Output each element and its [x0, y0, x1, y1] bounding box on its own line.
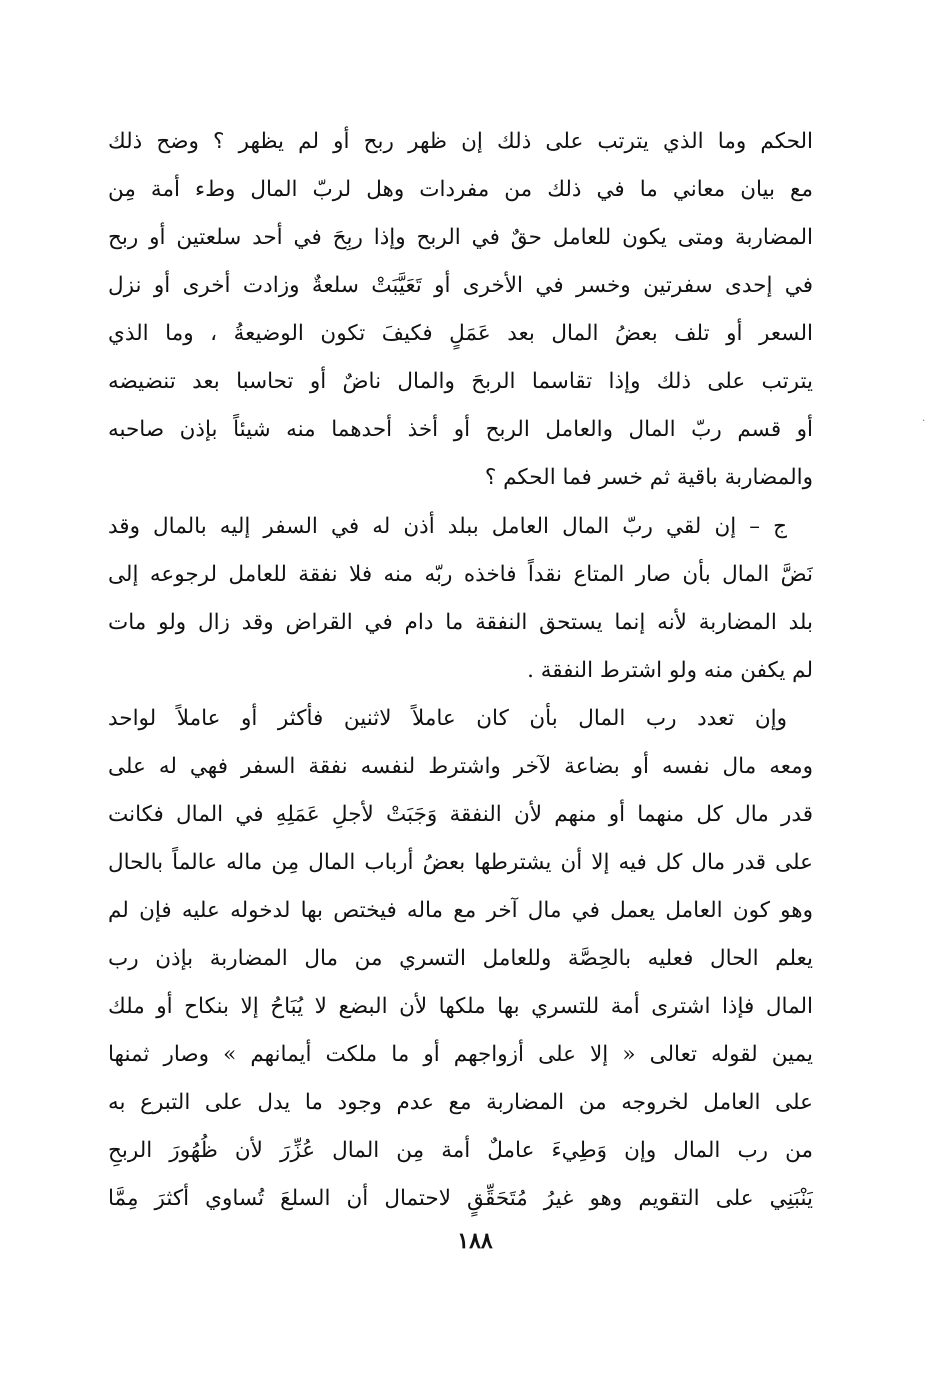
text-line: يَنْبَنِي على التقويم وهو غيرُ مُتَحَقِّقٍ لاحتمال أن السلعَ تُساوي أكثرَ مِمَّا — [108, 1186, 813, 1211]
text-line: بلد المضاربة لأنه إنما يستحق النفقة ما دام في القراض وقد زال ولو مات — [108, 610, 813, 635]
text-line: ومعه مال نفسه أو بضاعة لآخر واشترط لنفسه نفقة السفر فهي له على — [108, 754, 813, 779]
text-line: ج – إن لقي ربّ المال العامل ببلد أذن له في السفر إليه بالمال وقد — [108, 514, 787, 539]
text-line: من رب المال وإن وَطِيءَ عاملٌ أمة مِن المال عُزِّرَ لأن ظُهُورَ الربحِ — [108, 1138, 813, 1163]
paragraph-continuation — [108, 695, 813, 1223]
text-line: المال فإذا اشترى أمة للتسري بها ملكها لأن البضع لا يُبَاحُ إلا بنكاح أو ملك — [108, 994, 813, 1019]
page-number: ١٨٨ — [457, 1228, 493, 1254]
text-line: على العامل لخروجه من المضاربة مع عدم وجود ما يدل على التبرع به — [108, 1090, 813, 1115]
text-line: يعلم الحال فعليه بالحِصَّة وللعامل التسري من مال المضاربة بإذن رب — [108, 946, 813, 971]
text-line: في إحدى سفرتين وخسر في الأخرى أو تَعَيَّبَتْ سلعةٌ وزادت أخرى أو نزل — [108, 273, 813, 298]
text-line: وهو كون العامل يعمل في مال آخر مع ماله فيختص بها لدخوله عليه فإن لم — [108, 898, 813, 923]
text-line: نَضَّ المال بأن صار المتاع نقداً فاخذه ربّه منه فلا نفقة للعامل لرجوعه إلى — [108, 562, 813, 587]
text-line: يمين لقوله تعالى « إلا على أزواجهم أو ما ملكت أيمانهم » وصار ثمنها — [108, 1042, 813, 1067]
text-line: يترتب على ذلك وإذا تقاسما الربحَ والمال ناضٌ أو تحاسبا بعد تنضيضه — [108, 369, 813, 394]
text-line: السعر أو تلف بعضُ المال بعد عَمَلٍ فكيفَ تكون الوضيعةُ ، وما الذي — [108, 321, 813, 346]
text-line: الحكم وما الذي يترتب على ذلك إن ظهر ربح أو لم يظهر ؟ وضح ذلك — [108, 129, 813, 154]
paragraph-question — [108, 118, 813, 502]
text-line: المضاربة ومتى يكون للعامل حقٌ في الربح وإذا ربِحَ في أحد سلعتين أو ربح — [108, 225, 813, 250]
text-line: وإن تعدد رب المال بأن كان عاملاً لاثنين فأكثر أو عاملاً لواحد — [108, 706, 787, 731]
text-line: قدر مال كل منهما أو منهم لأن النفقة وَجَبَتْ لأجلِ عَمَلِهِ في المال فكانت — [108, 802, 813, 827]
text-line: والمضاربة باقية ثم خسر فما الحكم ؟ — [484, 465, 813, 490]
text-line: على قدر مال كل فيه إلا أن يشترطها بعضُ أرباب المال مِن ماله عالماً بالحال — [108, 850, 813, 875]
scan-speck: · — [922, 416, 926, 427]
paragraph-answer — [108, 503, 813, 695]
text-line: أو قسم ربّ المال والعامل الربح أو أخذ أحدهما منه شيئاً بإذن صاحبه — [108, 417, 813, 442]
text-line: لم يكفن منه ولو اشترط النفقة . — [527, 658, 813, 683]
text-line: مع بيان معاني ما في ذلك من مفردات وهل لربّ المال وطء أمة مِن — [108, 177, 813, 202]
